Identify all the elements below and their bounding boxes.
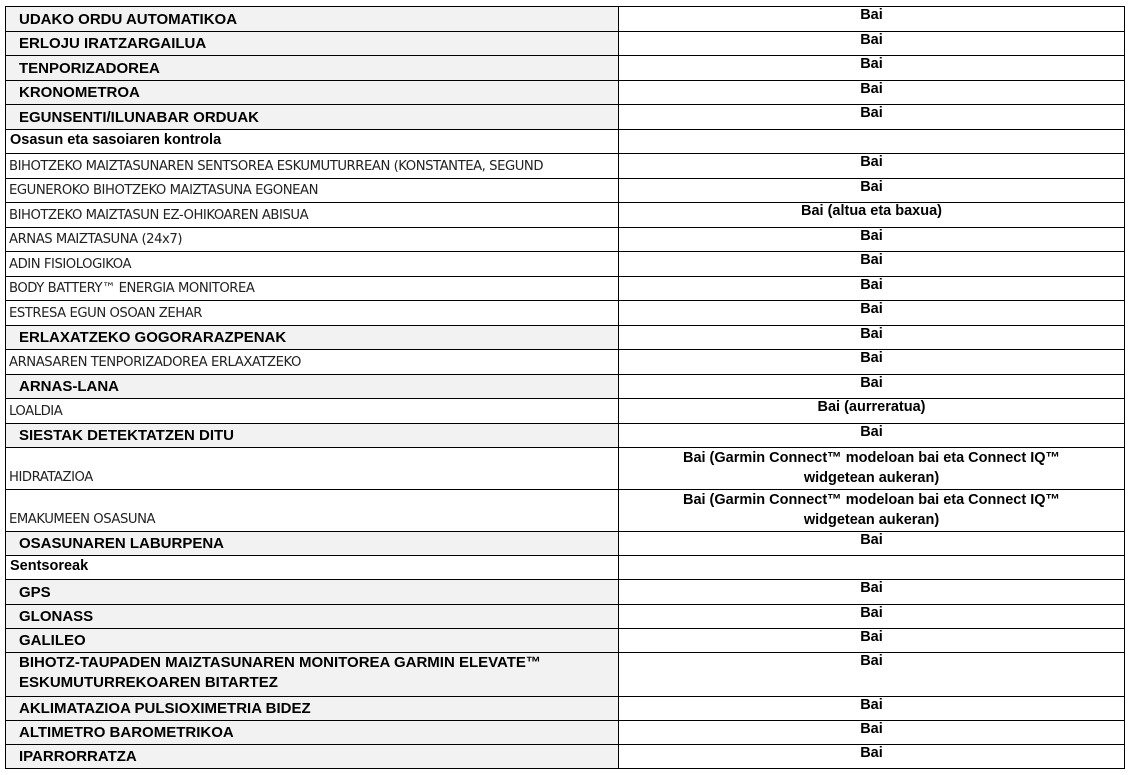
table-row: [6, 745, 1125, 769]
table-row: [6, 32, 1125, 56]
value-cell: [619, 556, 1125, 580]
feature-cell: LOALDIA: [6, 399, 619, 424]
table-row: [6, 424, 1125, 448]
table-row: [6, 154, 1125, 179]
table-row: [6, 629, 1125, 653]
feature-cell: GALILEO: [6, 629, 619, 653]
feature-cell: ARNAS-LANA: [6, 375, 619, 399]
feature-cell: GLONASS: [6, 605, 619, 629]
table-row: [6, 203, 1125, 228]
feature-cell: EGUNSENTI/ILUNABAR ORDUAK: [6, 105, 619, 130]
table-row: [6, 605, 1125, 629]
feature-cell: UDAKO ORDU AUTOMATIKOA: [6, 7, 619, 32]
value-cell: Bai (altua eta baxua): [619, 203, 1125, 228]
value-cell: Bai: [619, 56, 1125, 81]
table-row: [6, 252, 1125, 277]
feature-cell: ARNASAREN TENPORIZADOREA ERLAXATZEKO: [6, 350, 619, 375]
feature-cell: TENPORIZADOREA: [6, 56, 619, 81]
table-row: [6, 653, 1125, 697]
value-cell: Bai: [619, 81, 1125, 105]
table-row: [6, 721, 1125, 745]
table-row: [6, 277, 1125, 301]
value-cell: Bai: [619, 252, 1125, 277]
features-table: [5, 6, 1125, 769]
value-cell: Bai: [619, 32, 1125, 56]
feature-cell: BODY BATTERY™ ENERGIA MONITOREA: [6, 277, 619, 301]
value-cell: Bai: [619, 350, 1125, 375]
table-row: [6, 399, 1125, 424]
feature-cell: SIESTAK DETEKTATZEN DITU: [6, 424, 619, 448]
value-cell: Bai: [619, 424, 1125, 448]
value-cell: Bai: [619, 277, 1125, 301]
value-cell: Bai: [619, 532, 1125, 556]
section-header-row: [6, 130, 1125, 154]
feature-cell: BIHOTZEKO MAIZTASUN EZ-OHIKOAREN ABISUA: [6, 203, 619, 228]
feature-cell: GPS: [6, 580, 619, 605]
value-cell: Bai: [619, 326, 1125, 350]
feature-cell: ADIN FISIOLOGIKOA: [6, 252, 619, 277]
table-row: [6, 490, 1125, 532]
feature-cell: ERLOJU IRATZARGAILUA: [6, 32, 619, 56]
value-cell: Bai: [619, 228, 1125, 252]
value-cell: [619, 130, 1125, 154]
value-cell: Bai: [619, 7, 1125, 32]
feature-cell: HIDRATAZIOA: [6, 448, 619, 490]
value-cell: Bai: [619, 697, 1125, 721]
section-header-row: [6, 556, 1125, 580]
table-row: [6, 326, 1125, 350]
value-cell: Bai (aurreratua): [619, 399, 1125, 424]
feature-cell: EMAKUMEEN OSASUNA: [6, 490, 619, 532]
feature-cell: OSASUNAREN LABURPENA: [6, 532, 619, 556]
table-row: [6, 179, 1125, 203]
table-row: [6, 580, 1125, 605]
value-cell: Bai: [619, 154, 1125, 179]
value-cell: Bai: [619, 580, 1125, 605]
table-row: [6, 301, 1125, 326]
value-cell: Bai (Garmin Connect™ modeloan bai eta Connect IQ™ widgetean aukeran): [619, 448, 1125, 490]
feature-cell: ARNAS MAIZTASUNA (24x7): [6, 228, 619, 252]
table-row: [6, 228, 1125, 252]
value-cell: Bai: [619, 605, 1125, 629]
value-cell: Bai: [619, 629, 1125, 653]
feature-cell: ALTIMETRO BAROMETRIKOA: [6, 721, 619, 745]
section-title: Sentsoreak: [6, 556, 619, 580]
table-row: [6, 350, 1125, 375]
feature-cell: IPARRORRATZA: [6, 745, 619, 769]
feature-cell: EGUNEROKO BIHOTZEKO MAIZTASUNA EGONEAN: [6, 179, 619, 203]
table-row: [6, 105, 1125, 130]
value-cell: Bai: [619, 653, 1125, 697]
feature-cell: BIHOTZEKO MAIZTASUNAREN SENTSOREA ESKUMUTURREAN (KONSTANTEA, SEGUND: [6, 154, 619, 179]
table-row: [6, 81, 1125, 105]
value-cell: Bai (Garmin Connect™ modeloan bai eta Connect IQ™ widgetean aukeran): [619, 490, 1125, 532]
value-cell: Bai: [619, 375, 1125, 399]
feature-cell: ERLAXATZEKO GOGORARAZPENAK: [6, 326, 619, 350]
value-cell: Bai: [619, 179, 1125, 203]
feature-cell: AKLIMATAZIOA PULSIOXIMETRIA BIDEZ: [6, 697, 619, 721]
value-cell: Bai: [619, 301, 1125, 326]
table-row: [6, 375, 1125, 399]
value-cell: Bai: [619, 105, 1125, 130]
table-row: [6, 56, 1125, 81]
table-row: [6, 448, 1125, 490]
feature-cell: KRONOMETROA: [6, 81, 619, 105]
feature-cell: BIHOTZ-TAUPADEN MAIZTASUNAREN MONITOREA GARMIN ELEVATE™ ESKUMUTURREKOAREN BITARTEZ: [6, 653, 619, 697]
table-row: [6, 532, 1125, 556]
value-cell: Bai: [619, 745, 1125, 769]
table-row: [6, 697, 1125, 721]
section-title: Osasun eta sasoiaren kontrola: [6, 130, 619, 154]
value-cell: Bai: [619, 721, 1125, 745]
table-row: [6, 7, 1125, 32]
feature-cell: ESTRESA EGUN OSOAN ZEHAR: [6, 301, 619, 326]
